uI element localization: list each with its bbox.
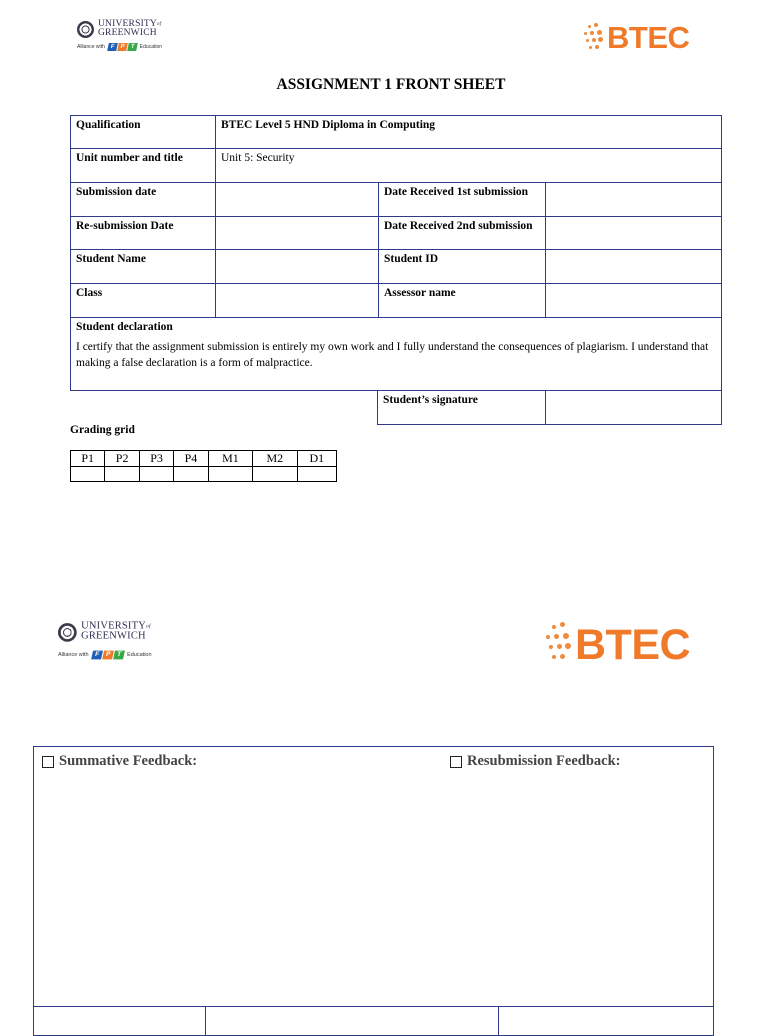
assessor-label: Assessor name xyxy=(384,287,456,299)
resubmission-checkbox[interactable] xyxy=(450,756,462,768)
unit-value: Unit 5: Security xyxy=(221,152,295,164)
submission-date-label: Submission date xyxy=(76,186,157,198)
student-name-label: Student Name xyxy=(76,253,146,265)
university-crest-icon xyxy=(77,21,94,38)
grade-cell-p2[interactable] xyxy=(105,467,139,482)
summative-checkbox[interactable] xyxy=(42,756,54,768)
grade-col-m1: M1 xyxy=(208,451,252,467)
date-received-2-field[interactable] xyxy=(546,217,720,249)
student-declaration xyxy=(71,318,721,390)
resubmission-feedback xyxy=(450,753,620,770)
resubmission-feedback-label: Resubmission Feedback: xyxy=(467,753,621,769)
feedback-box xyxy=(33,746,714,1036)
btec-dots-icon xyxy=(546,622,574,668)
class-field[interactable] xyxy=(216,284,378,317)
resubmission-date-field[interactable] xyxy=(216,217,378,249)
date-received-1-field[interactable] xyxy=(546,183,720,216)
btec-logo xyxy=(584,22,689,53)
btec-logo-2 xyxy=(546,622,690,668)
summative-feedback xyxy=(42,753,197,770)
grade-cell-m2[interactable] xyxy=(253,467,297,482)
grade-col-p2: P2 xyxy=(105,451,139,467)
signature-field[interactable] xyxy=(546,391,721,424)
university-crest-icon xyxy=(58,623,77,642)
qualification-label: Qualification xyxy=(76,119,141,131)
fpt-alliance: Alliance with F P T Education xyxy=(58,651,152,659)
btec-wordmark: BTEC xyxy=(607,20,690,55)
university-logo-2 xyxy=(58,622,152,659)
university-name: $UNIVERSITY^{of}$ GREENWICH xyxy=(98,19,162,38)
front-sheet-table xyxy=(70,115,722,391)
grade-cell-d1[interactable] xyxy=(297,467,336,482)
grade-cell-p1[interactable] xyxy=(71,467,105,482)
grade-col-d1: D1 xyxy=(297,451,336,467)
grade-col-p1: P1 xyxy=(71,451,105,467)
grade-cell-p4[interactable] xyxy=(174,467,208,482)
grading-value-row xyxy=(71,467,337,482)
grading-grid xyxy=(70,450,337,482)
date-received-1-label: Date Received 1st submission xyxy=(384,186,529,198)
declaration-text: I certify that the assignment submission is entirely my own work and I fully understand the consequences of plagiarism. I understand that making a false declaration is a form of malpractice. xyxy=(76,341,709,369)
submission-date-field[interactable] xyxy=(216,183,378,216)
student-id-label: Student ID xyxy=(384,253,439,265)
date-received-2-label: Date Received 2nd submission xyxy=(384,220,533,232)
declaration-label: Student declaration xyxy=(76,321,173,333)
fpt-logo: F P T xyxy=(92,651,124,660)
class-label: Class xyxy=(76,287,103,299)
btec-wordmark: BTEC xyxy=(575,620,691,669)
grade-col-p3: P3 xyxy=(139,451,173,467)
grade-cell-p3[interactable] xyxy=(139,467,173,482)
fpt-alliance: Alliance with F P T Education xyxy=(77,44,163,50)
unit-label: Unit number and title xyxy=(76,152,183,164)
btec-dots-icon xyxy=(584,23,606,53)
assessor-field[interactable] xyxy=(546,284,720,317)
grade-col-p4: P4 xyxy=(174,451,208,467)
page-title: ASSIGNMENT 1 FRONT SHEET xyxy=(276,76,506,93)
summative-feedback-label: Summative Feedback: xyxy=(59,753,198,769)
qualification-value: BTEC Level 5 HND Diploma in Computing xyxy=(221,119,436,131)
grade-col-m2: M2 xyxy=(253,451,297,467)
student-id-field[interactable] xyxy=(546,250,720,283)
grading-grid-label: Grading grid xyxy=(70,424,135,436)
signature-label: Student’s signature xyxy=(383,394,478,406)
fpt-logo: F P T xyxy=(108,43,137,51)
feedback-text-area[interactable] xyxy=(34,769,713,1005)
student-name-field[interactable] xyxy=(216,250,378,283)
signature-row xyxy=(377,390,722,425)
grade-cell-m1[interactable] xyxy=(208,467,252,482)
university-logo xyxy=(77,20,162,51)
grading-header-row xyxy=(71,451,337,467)
resubmission-date-label: Re-submission Date xyxy=(76,220,174,232)
university-name: $UNIVERSITY^{of}$ GREENWICH xyxy=(81,620,151,642)
